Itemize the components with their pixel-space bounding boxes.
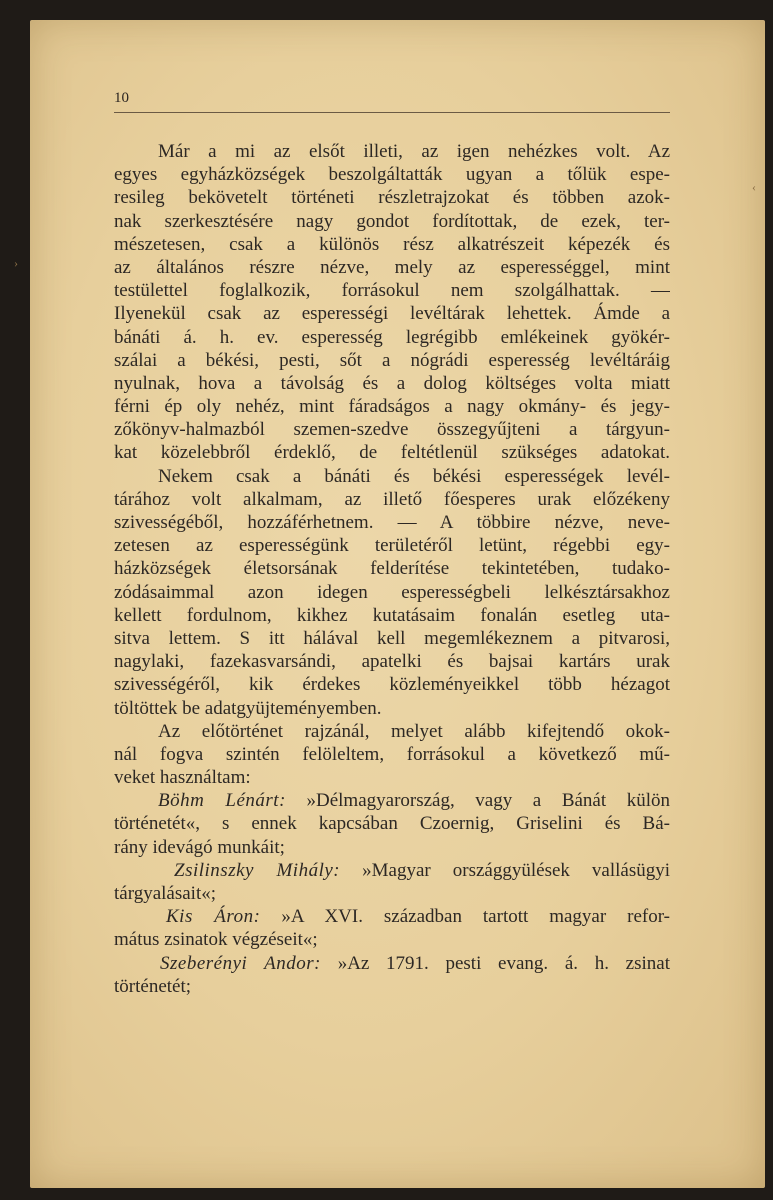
source-title: »Magyar országgyülések vallásügyi [362,859,670,881]
body-text [114,140,670,998]
text-line: Ilyenekül csak az esperességi levéltárak lehettek. Ámde a [114,303,670,325]
text-line: Már a mi az elsőt illeti, az igen nehézkes volt. Az [158,141,670,162]
page-header [114,88,670,113]
text-line: testülettel foglalkozik, forrásokul nem szolgálhattak. — [114,280,670,302]
text-line: szálai a békési, pesti, sőt a nógrádi esperesség levéltáráig [114,349,670,371]
source-line: történetét«, s ennek kapcsában Czoernig, Griselini és Bá- [114,813,670,835]
text-line: zőkönyv-halmazból szemen-szedve összegyűjteni a tárgyun- [114,419,670,441]
source-author: Kis Áron: [166,906,261,928]
text-line: töltöttek be adatgyüjteményemben. [114,697,382,719]
page-number: 10 [114,90,129,106]
source-entry [114,952,670,975]
text-line: mészetesen, csak a különös rész alkatrészeit képezék és [114,233,670,255]
source-entry [114,905,670,928]
text-line: nál fogva szintén felöleltem, forrásokul a következő mű- [114,743,670,765]
text-line: Az előtörténet rajzánál, melyet alább kifejtendő okok- [158,720,670,742]
text-line: szivességéből, hozzáférhetnem. — A többire nézve, neve- [114,512,670,533]
source-line: tárgyalásait«; [114,883,217,904]
text-line: veket használtam: [114,767,251,789]
source-title: »Délmagyarország, vagy a Bánát külön [306,790,670,812]
source-entry [114,789,670,812]
source-line: mátus zsinatok végzéseit«; [114,929,318,951]
text-line: sitva lettem. S itt hálával kell megemlékeznem a pitvarosi, [114,627,670,649]
source-entry [114,859,670,882]
text-line: zódásaimmal azon idegen esperességbeli lelkésztársakhoz [114,581,670,603]
source-title: »Az 1791. pesti evang. á. h. zsinat [337,952,670,974]
source-title: »A XVI. században tartott magyar refor- [281,906,670,928]
text-line: nagylaki, fazekasvarsándi, apatelki és bajsai kartárs urak [114,651,670,673]
text-line: kat közelebbről érdeklő, de feltétlenül szükséges adatokat. [114,442,670,464]
margin-mark: ‹ [752,180,756,194]
text-line: kellett fordulnom, kikhez kutatásaim fonalán esetleg uta- [114,604,670,626]
text-line: nak szerkesztésére nagy gondot fordítottak, de ezek, ter- [114,210,670,232]
text-line: házközségek életsorsának felderítése tekintetében, tudako- [114,558,670,580]
source-author: Szeberényi Andor: [160,952,321,974]
text-line: tárához volt alkalmam, az illető főesperes urak előzékeny [114,488,670,510]
source-author: Zsilinszky Mihály: [174,859,341,881]
text-line: resileg bekövetelt történeti részletrajzokat és többen azok- [114,187,670,209]
source-line: történetét; [114,975,192,997]
text-line: zetesen az esperességünk területéről letünt, régebbi egy- [114,535,670,557]
text-line: nyulnak, hova a távolság és a dolog költséges volta miatt [114,372,670,394]
margin-mark: › [14,256,18,270]
text-line: egyes egyházközségek beszolgáltatták ugyan a tőlük espe- [114,164,670,186]
text-line: az általános részre nézve, mely az esperességgel, mint [114,256,670,278]
text-line: bánáti á. h. ev. esperesség legrégibb emlékeinek gyökér- [114,326,670,348]
source-line: rány idevágó munkáit; [114,836,285,858]
text-line: férni ép oly nehéz, mint fáradságos a nagy okmány- és jegy- [114,396,670,418]
text-line: Nekem csak a bánáti és békési esperességek levél- [158,465,670,487]
source-author: Böhm Lénárt: [158,790,286,812]
text-line: szivességéről, kik érdekes közleményeikkel több hézagot [114,674,670,696]
